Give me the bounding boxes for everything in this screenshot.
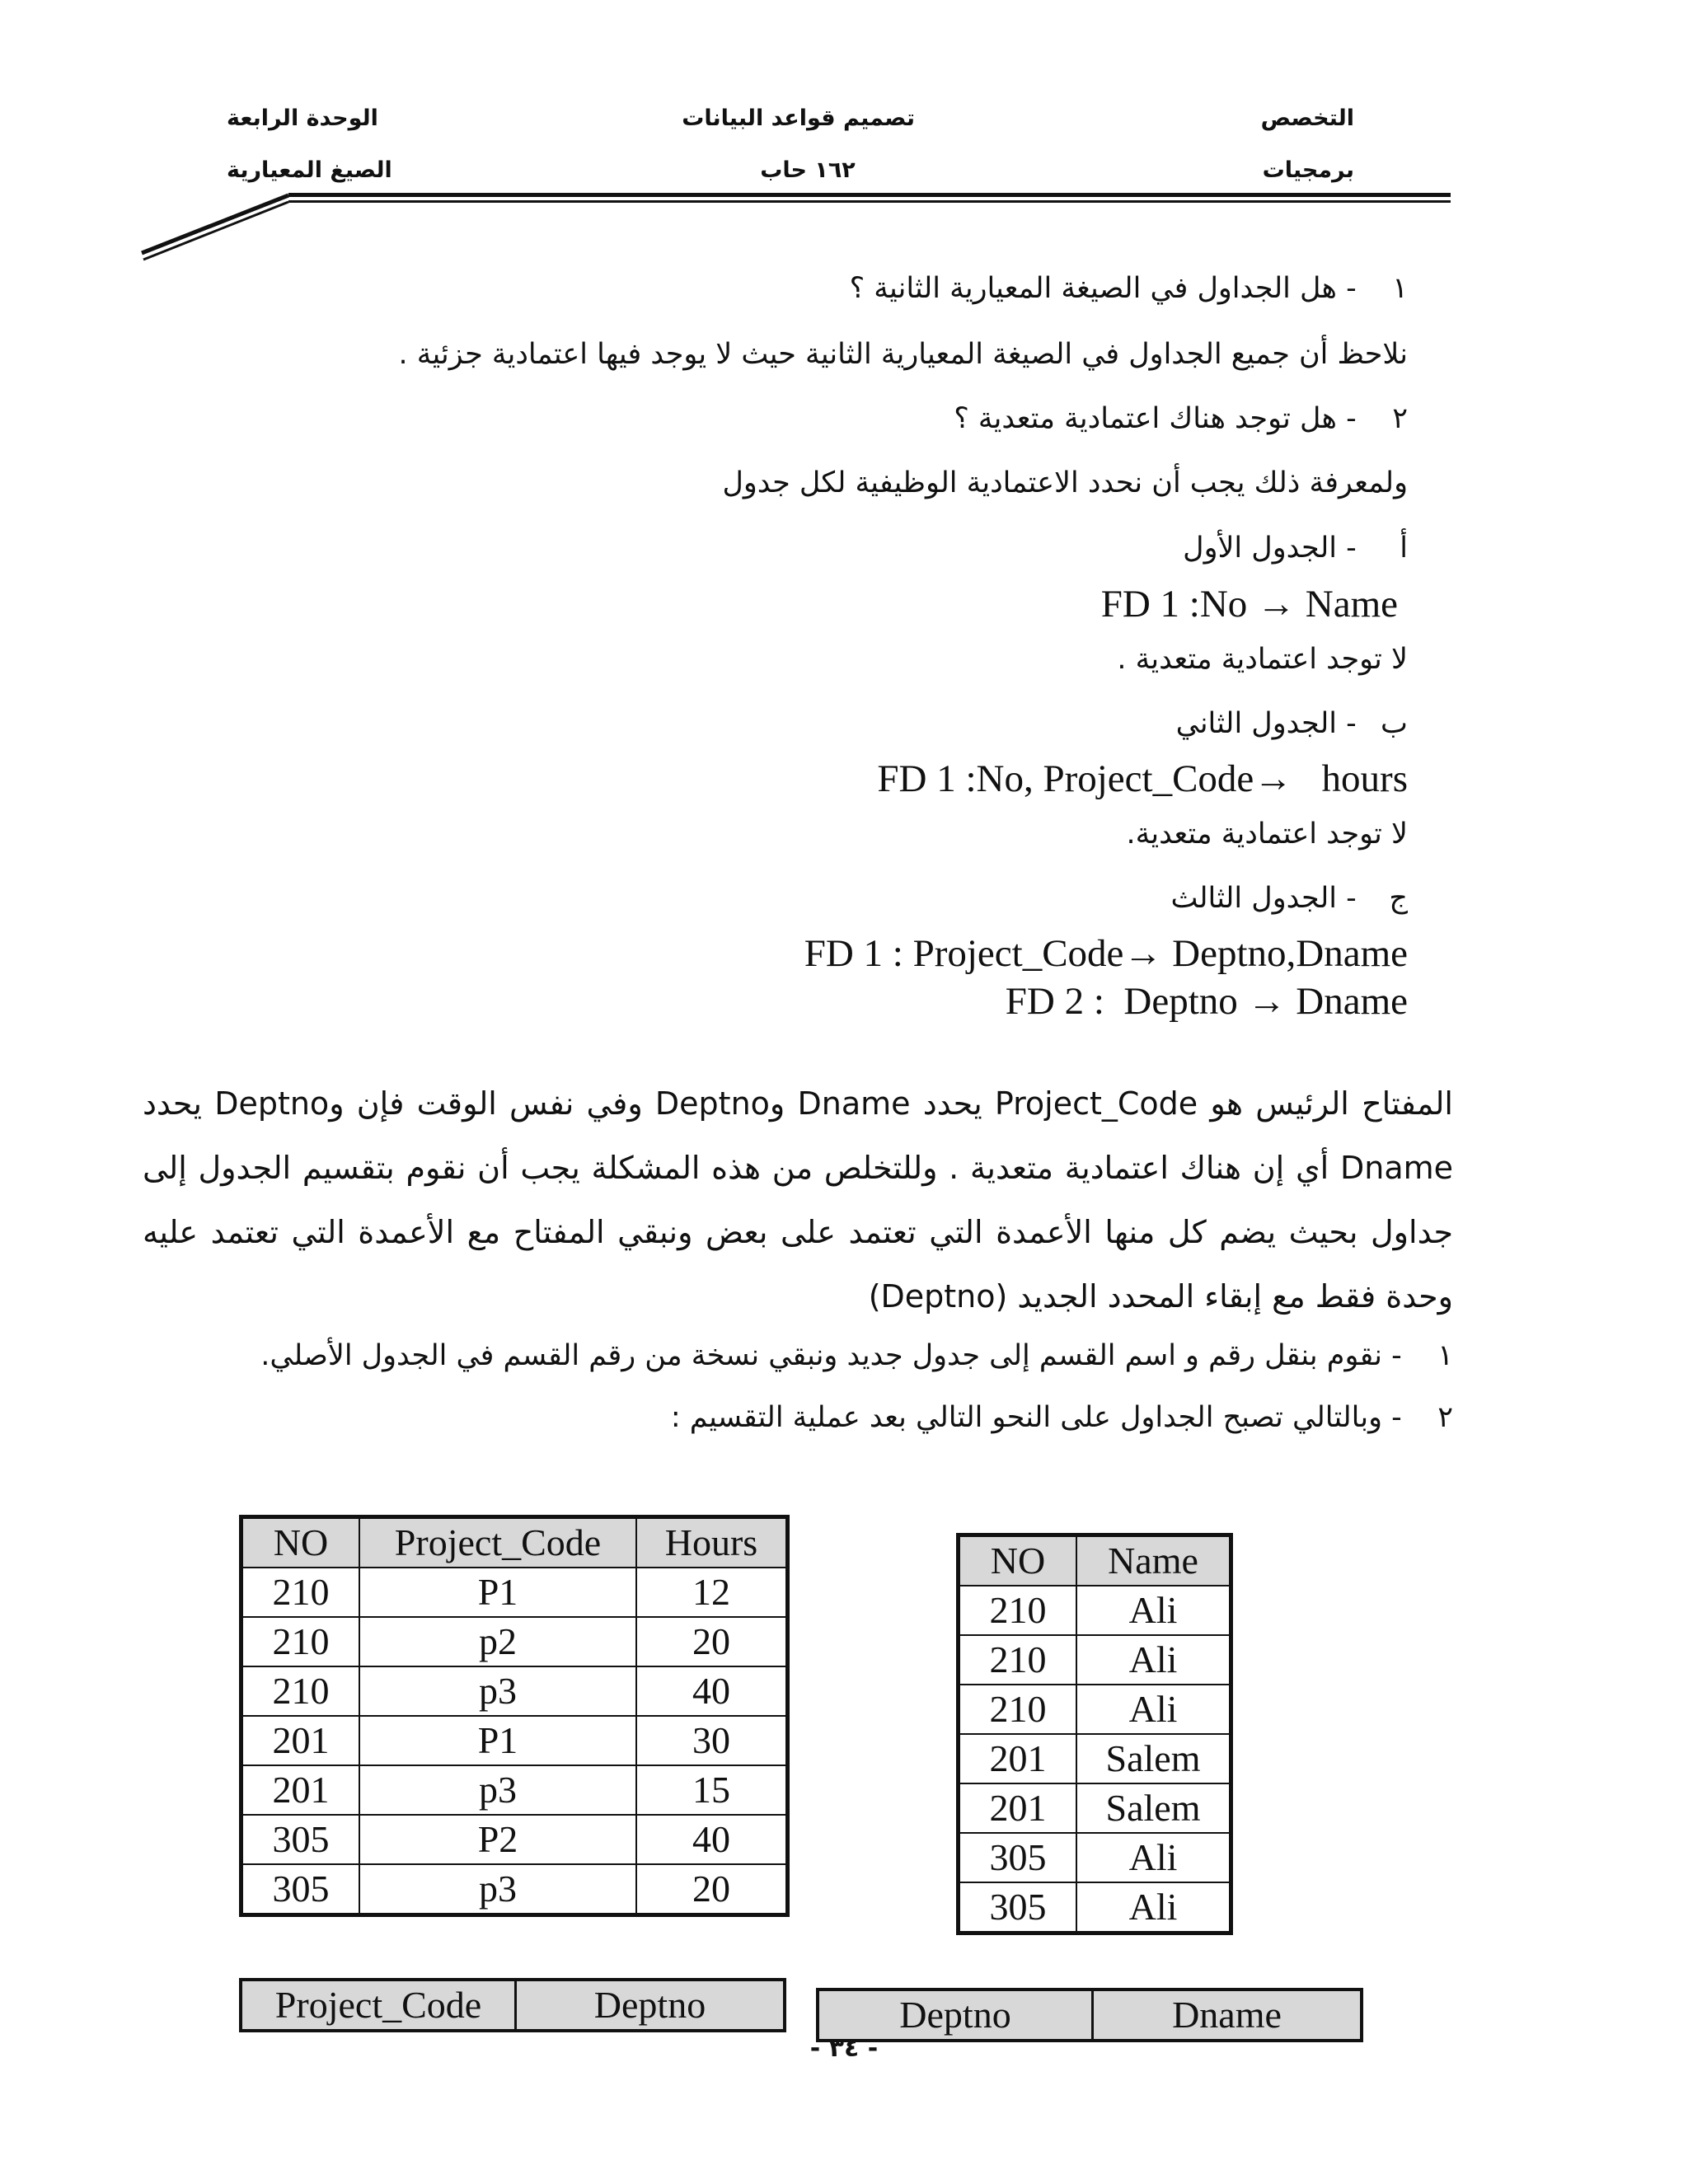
table-cell: 210 [959,1635,1077,1685]
table-row [241,1568,788,1617]
step-1-number: ١ [1437,1339,1453,1372]
table-cell: 40 [636,1666,788,1716]
question-2 [954,402,1408,435]
table-cell: Salem [1076,1783,1231,1833]
table-cell: 305 [959,1833,1077,1882]
step-1-text: - نقوم بنقل رقم و اسم القسم إلى جدول جديد ونبقي نسخة من رقم القسم في الجدول الأصلي. [260,1339,1402,1372]
hours-table-header: Hours [636,1517,788,1568]
table-cell: 15 [636,1765,788,1815]
table-row [959,1586,1231,1635]
table-cell: 201 [959,1734,1077,1783]
question-2-text: - هل توجد هناك اعتمادية متعدية ؟ [954,402,1357,435]
table-c-heading [1171,882,1408,915]
hours-table-header: Project_Code [359,1517,636,1568]
table-cell: 305 [241,1815,360,1864]
hours-table-header: NO [241,1517,360,1568]
table-row [959,1833,1231,1882]
table-cell: P1 [359,1716,636,1765]
question-2-number: ٢ [1392,402,1408,435]
table-a-heading [1183,532,1408,565]
table-c-label: - الجدول الثالث [1170,882,1357,915]
table-row [241,1666,788,1716]
names-table-header: Name [1076,1535,1231,1586]
header-course-title: تصميم قواعد البيانات [682,105,915,131]
table-row [959,1685,1231,1734]
question-2-intro: ولمعرفة ذلك يجب أن نحدد الاعتمادية الوظيفية لكل جدول [722,466,1408,499]
table-cell: 210 [959,1685,1077,1734]
table-a-letter: أ [1400,532,1408,565]
step-2 [671,1401,1453,1434]
table-cell: p2 [359,1617,636,1666]
table-row [959,1635,1231,1685]
project-dept-table [239,1978,786,2032]
step-2-number: ٢ [1437,1401,1453,1434]
table-row [241,1716,788,1765]
table-row [241,1617,788,1666]
question-1-text: - هل الجداول في الصيغة المعيارية الثانية ؟ [849,272,1357,305]
page-number: - ٣٤ - [809,2034,879,2063]
table-c-fd2: FD 2 : Deptno → Dname [1005,980,1408,1023]
step-2-text: - وبالتالي تصبح الجداول على النحو التالي بعد عملية التقسيم : [670,1401,1402,1434]
header-unit-label: الوحدة الرابعة [227,105,378,131]
table-c-fd1: FD 1 : Project_Code→ Deptno,Dname [804,932,1408,975]
project-dept-table-header: Deptno [516,1980,785,2031]
table-cell: Ali [1076,1685,1231,1734]
table-a-fd: FD 1 :No → Name [1100,583,1398,626]
header-unit-title: الصيغ المعيارية [227,157,392,183]
table-cell: p3 [359,1765,636,1815]
table-cell: 201 [241,1716,360,1765]
table-a-label: - الجدول الأول [1183,532,1357,565]
table-cell: p3 [359,1864,636,1915]
step-1 [260,1339,1453,1372]
table-a-result: لا توجد اعتمادية متعدية . [1117,643,1408,676]
question-1 [850,272,1408,305]
table-b-heading [1176,707,1408,740]
table-cell: 201 [959,1783,1077,1833]
table-cell: 305 [959,1882,1077,1933]
question-1-answer: نلاحظ أن جميع الجداول في الصيغة المعيارية الثانية حيث لا يوجد فيها اعتمادية جزئية . [398,338,1408,371]
table-cell: 30 [636,1716,788,1765]
table-cell: 210 [959,1586,1077,1635]
explanation-paragraph: المفتاح الرئيس هو Project_Code يحدد Dname وDeptno وفي نفس الوقت فإن وDeptno يحدد Dname أي إن هناك اعتمادية متعدية . وللتخلص من هذه المشكلة يجب أن نقوم بتقسيم الجدول إلى جداول بحيث يضم كل منها الأعمدة التي تعتمد على بعض ونبقي المفتاح مع الأعمدة التي تعتمد عليه وحدة فقط مع إبقاء المحدد الجديد (Deptno) [143,1085,1453,1315]
table-row [959,1882,1231,1933]
table-cell: 20 [636,1864,788,1915]
table-cell: P1 [359,1568,636,1617]
names-table-header-row [959,1535,1231,1586]
table-cell: 210 [241,1617,360,1666]
table-b-result: لا توجد اعتمادية متعدية. [1126,818,1408,851]
table-cell: 20 [636,1617,788,1666]
dept-table-header-row [818,1990,1362,2041]
table-row [959,1783,1231,1833]
table-cell: Ali [1076,1833,1231,1882]
dept-table-header: Dname [1093,1990,1362,2041]
table-cell: Ali [1076,1635,1231,1685]
table-b-letter: ب [1381,707,1408,740]
table-cell: 40 [636,1815,788,1864]
dept-table-header: Deptno [818,1990,1093,2041]
names-table [956,1533,1233,1935]
table-cell: 210 [241,1568,360,1617]
table-row [241,1815,788,1864]
header-specialty-value: برمجيات [1262,157,1354,183]
header-rule-slant [132,185,297,268]
hours-table-header-row [241,1517,788,1568]
table-cell: 210 [241,1666,360,1716]
table-cell: 201 [241,1765,360,1815]
table-cell: 12 [636,1568,788,1617]
table-cell: P2 [359,1815,636,1864]
table-cell: 305 [241,1864,360,1915]
table-c-letter: ج [1389,882,1408,915]
header-course-code: ١٦٢ حاب [760,157,856,183]
table-cell: Salem [1076,1734,1231,1783]
header-specialty-label: التخصص [1260,105,1354,131]
table-row [241,1864,788,1915]
hours-table [239,1515,790,1917]
table-b-fd: FD 1 :No, Project_Code→ hours [877,757,1408,800]
table-cell: Ali [1076,1882,1231,1933]
project-dept-table-header: Project_Code [241,1980,516,2031]
question-1-number: ١ [1392,272,1408,305]
project-dept-table-header-row [241,1980,785,2031]
table-b-label: - الجدول الثاني [1175,707,1357,740]
names-table-header: NO [959,1535,1077,1586]
table-row [959,1734,1231,1783]
table-row [241,1765,788,1815]
table-cell: p3 [359,1666,636,1716]
table-cell: Ali [1076,1586,1231,1635]
